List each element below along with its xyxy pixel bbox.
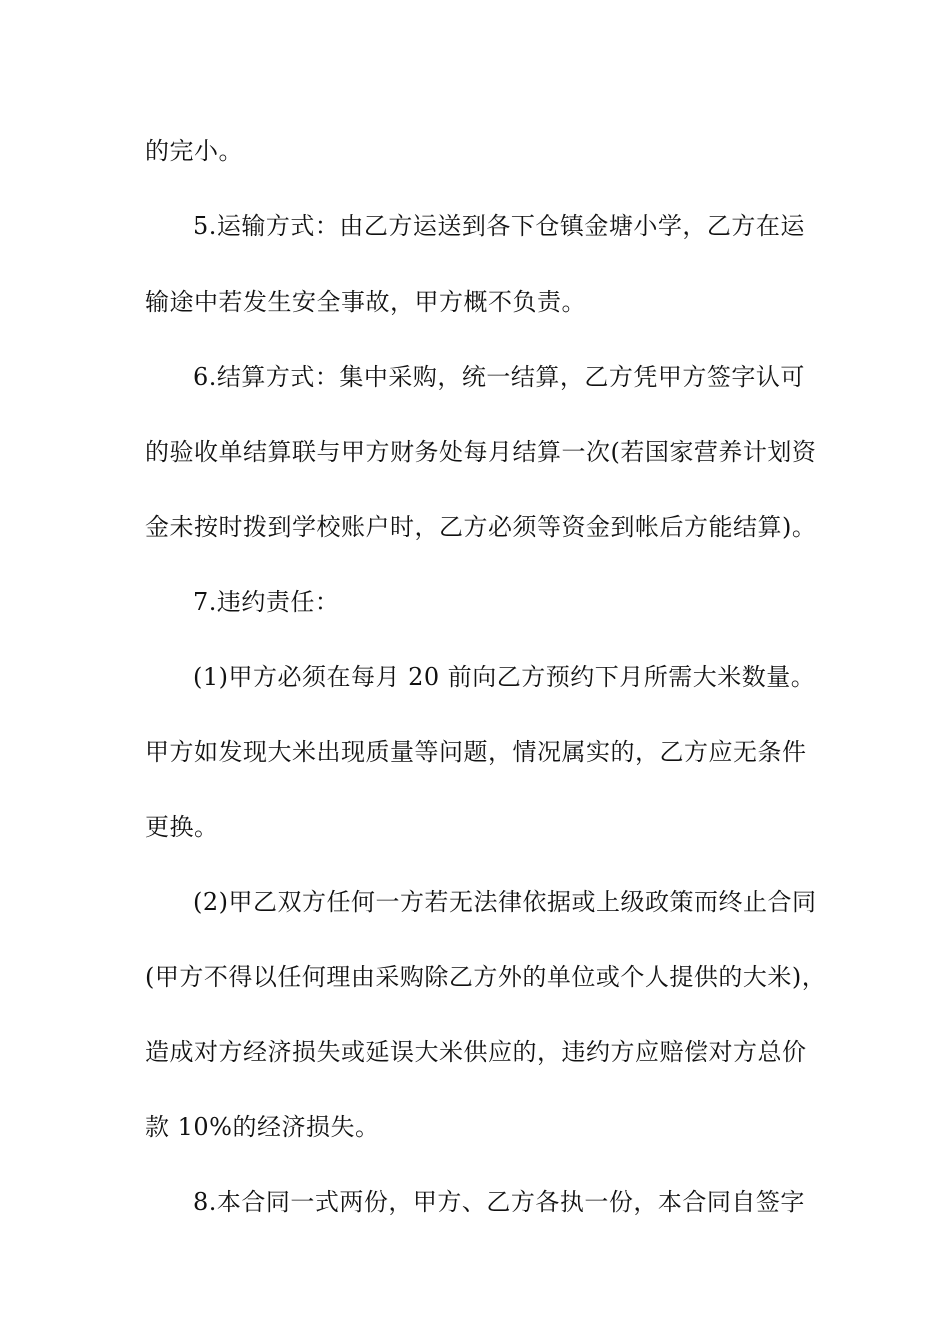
text-line: 更换。 [145,813,219,841]
text-line: 5.运输方式：由乙方运送到各下仓镇金塘小学，乙方在运 [193,212,805,240]
text-line: 甲方如发现大米出现质量等问题，情况属实的，乙方应无条件 [145,738,807,766]
text-line: (1)甲方必须在每月 20 前向乙方预约下月所需大米数量。 [193,663,816,691]
text-line: (甲方不得以任何理由采购除乙方外的单位或个人提供的大米)， [145,963,827,991]
text-line: (2)甲乙双方任何一方若无法律依据或上级政策而终止合同 [193,888,817,916]
text-line: 款 10%的经济损失。 [145,1113,380,1141]
text-line: 的验收单结算联与甲方财务处每月结算一次(若国家营养计划资 [145,438,817,466]
text-line: 6.结算方式：集中采购，统一结算，乙方凭甲方签字认可 [193,363,805,391]
text-line: 8.本合同一式两份，甲方、乙方各执一份，本合同自签字 [193,1188,805,1216]
text-line: 输途中若发生安全事故，甲方概不负责。 [145,288,586,316]
text-line: 的完小。 [145,137,243,165]
text-line: 造成对方经济损失或延误大米供应的，违约方应赔偿对方总价 [145,1038,807,1066]
text-line: 7.违约责任： [193,588,340,616]
text-line: 金未按时拨到学校账户时，乙方必须等资金到帐后方能结算)。 [145,513,817,541]
